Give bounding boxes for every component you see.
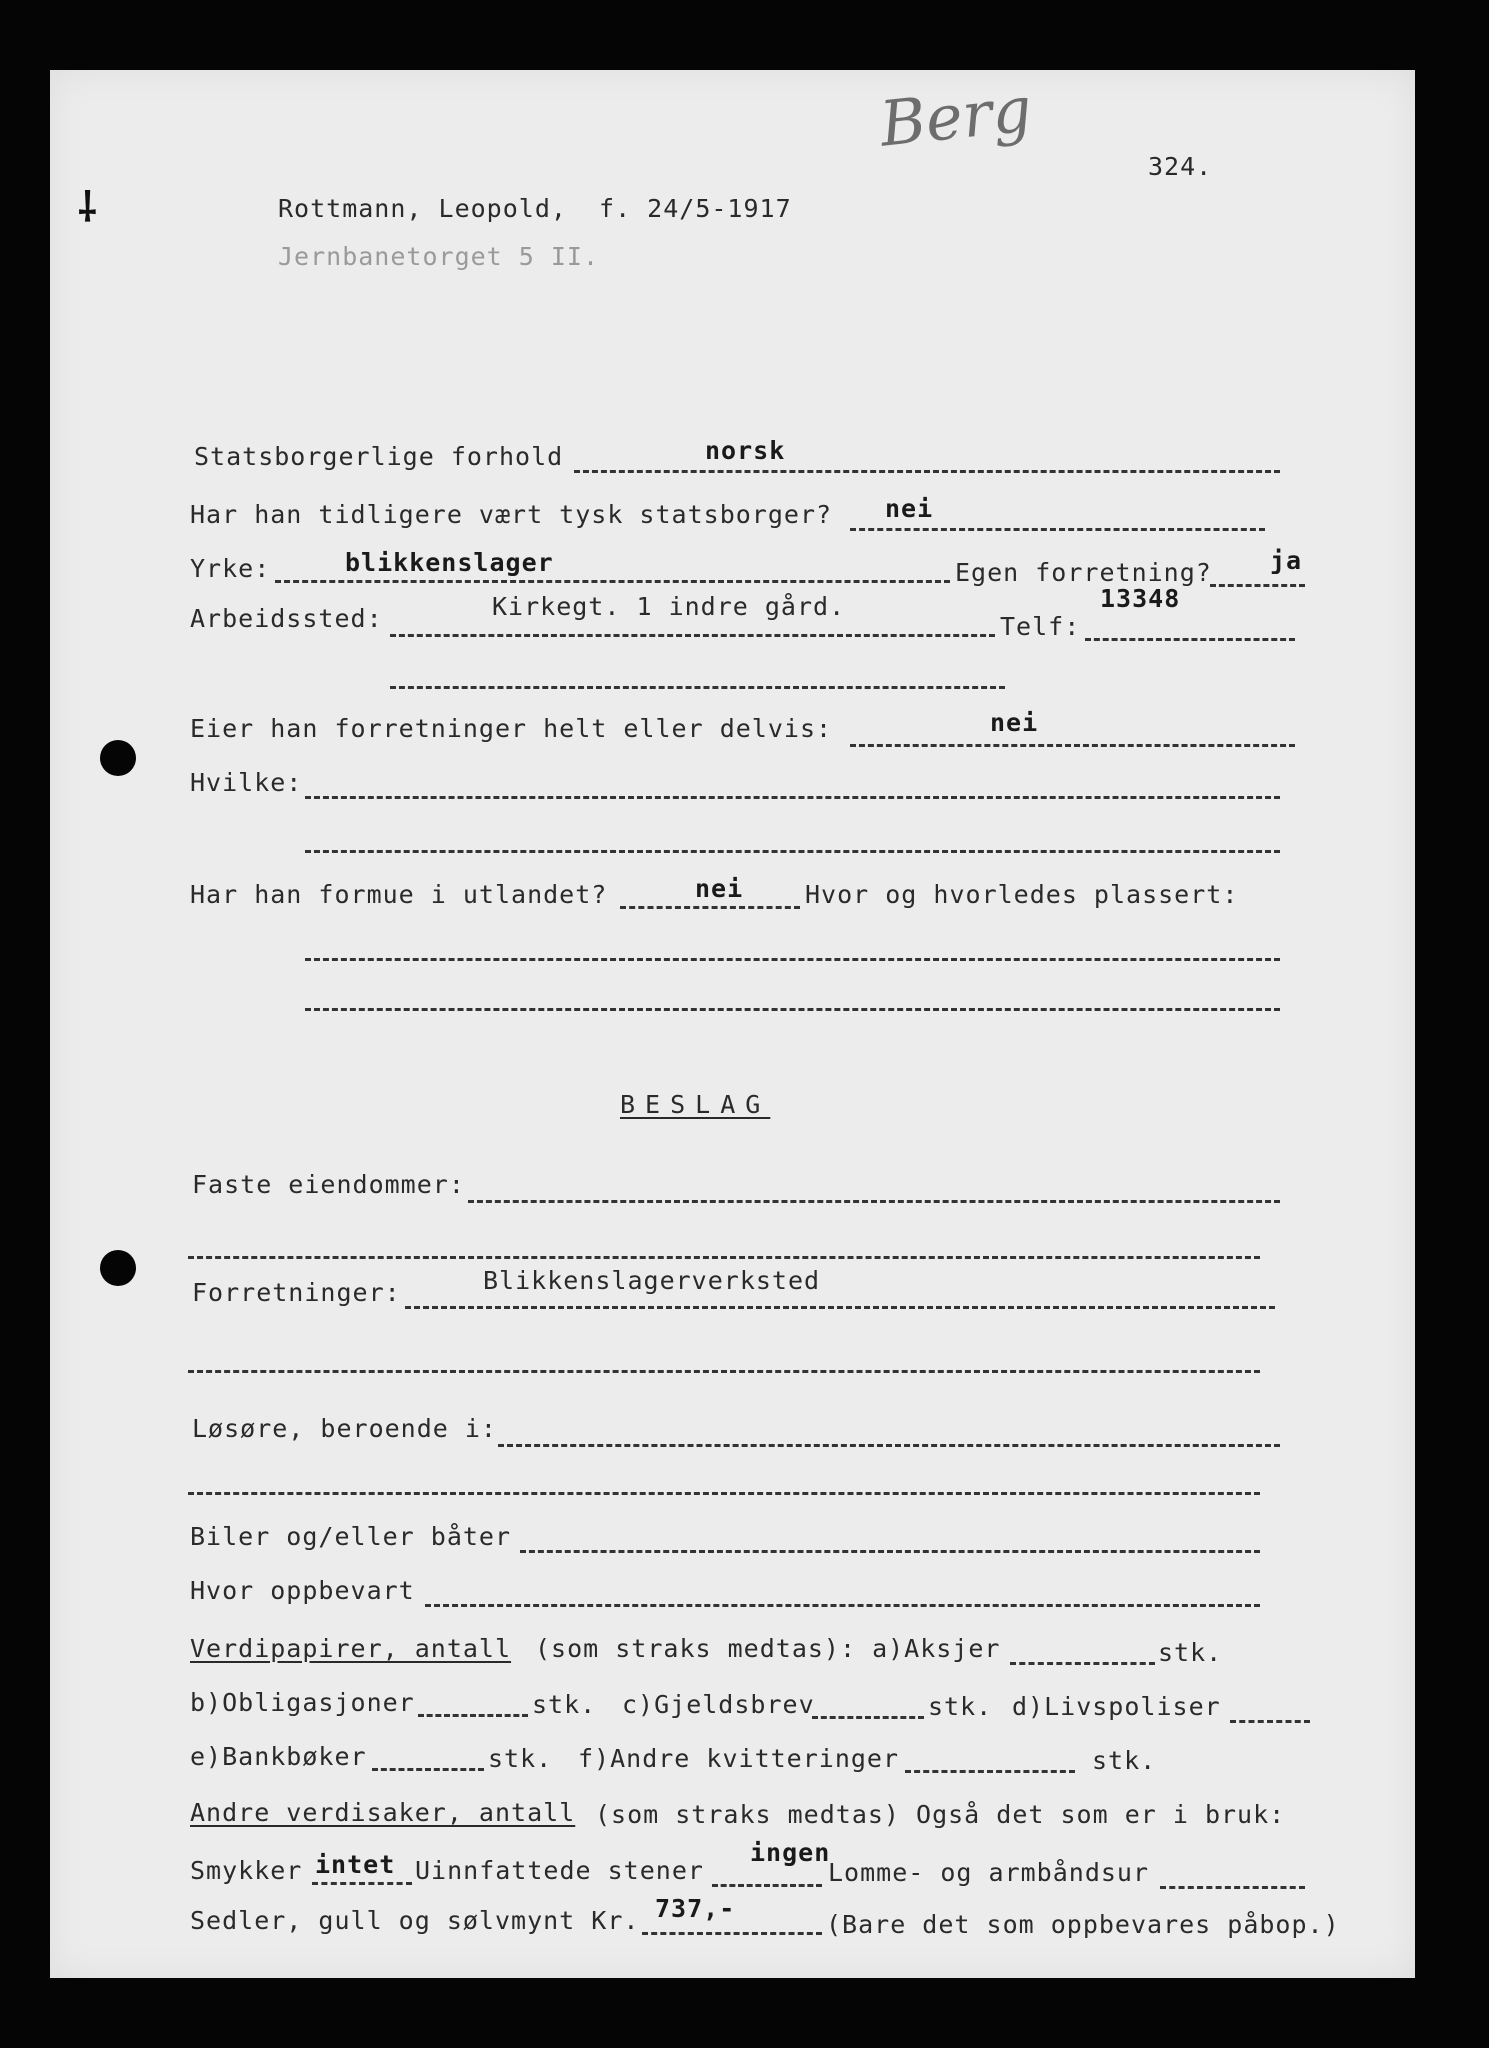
verdipapirer-label: Verdipapirer, antall — [190, 1634, 512, 1663]
forretninger-value: Blikkenslagerverksted — [483, 1266, 821, 1295]
ur-line — [1160, 1886, 1305, 1889]
aksjer-stk: stk. — [1158, 1638, 1223, 1667]
smykker-line — [312, 1882, 412, 1885]
faste-line — [468, 1200, 1280, 1203]
smykker-label: Smykker — [190, 1856, 303, 1885]
obligasjoner-label: b)Obligasjoner — [190, 1688, 415, 1717]
bankboker-label: e)Bankbøker — [190, 1742, 367, 1771]
hvor-oppbevart-line — [425, 1604, 1260, 1607]
punch-hole-bottom — [100, 1250, 136, 1286]
hvilke-label: Hvilke: — [190, 768, 303, 797]
telf-line — [1085, 638, 1295, 641]
sedler-label: Sedler, gull og sølvmynt Kr. — [190, 1906, 640, 1935]
kvitteringer-line — [905, 1770, 1075, 1773]
statsborgerlige-label: Statsborgerlige forhold — [194, 442, 564, 471]
eier-label: Eier han forretninger helt eller delvis: — [190, 714, 833, 743]
bankboker-stk: stk. — [488, 1744, 553, 1773]
andre-rest: (som straks medtas) Også det som er i bruk: — [595, 1800, 1286, 1829]
stener-value: ingen — [750, 1838, 831, 1867]
sedler-line — [642, 1932, 822, 1935]
verdipapirer-rest: (som straks medtas): a)Aksjer — [535, 1634, 1001, 1663]
losore-line-2 — [188, 1492, 1260, 1495]
arbeidssted-value: Kirkegt. 1 indre gård. — [492, 592, 846, 621]
stener-label: Uinnfattede stener — [415, 1856, 704, 1885]
arbeidssted-line-2 — [390, 686, 1005, 689]
yrke-label: Yrke: — [190, 554, 271, 583]
faste-label: Faste eiendommer: — [192, 1170, 465, 1199]
bare-label: (Bare det som oppbevares påbop.) — [826, 1910, 1340, 1939]
yrke-value: blikkenslager — [345, 548, 554, 577]
hvor-line-1 — [305, 958, 1280, 961]
eier-line — [850, 744, 1295, 747]
hvor-label: Hvor og hvorledes plassert: — [805, 880, 1239, 909]
forretninger-line-2 — [188, 1370, 1260, 1373]
statsborgerlige-line — [574, 470, 1280, 473]
eier-value: nei — [990, 708, 1039, 737]
margin-mark-icon: ⸸ — [78, 185, 97, 231]
arbeidssted-label: Arbeidssted: — [190, 604, 383, 633]
stener-line — [712, 1884, 822, 1887]
tysk-line — [850, 528, 1265, 531]
egen-value: ja — [1270, 546, 1303, 575]
hvor-oppbevart-label: Hvor oppbevart — [190, 1576, 415, 1605]
person-name-line: Rottmann, Leopold, f. 24/5-1917 — [278, 194, 792, 223]
arbeidssted-line — [390, 634, 995, 637]
hvilke-line — [305, 796, 1280, 799]
gjeldsbrev-stk: stk. — [928, 1692, 993, 1721]
livspoliser-line — [1230, 1720, 1310, 1723]
losore-label: Løsøre, beroende i: — [192, 1414, 497, 1443]
smykker-value: intet — [315, 1850, 396, 1879]
aksjer-line — [1010, 1662, 1155, 1665]
yrke-line — [275, 580, 950, 583]
gjeldsbrev-line — [812, 1716, 924, 1719]
ur-label: Lomme- og armbåndsur — [828, 1858, 1150, 1887]
tysk-label: Har han tidligere vært tysk statsborger? — [190, 500, 833, 529]
formue-value: nei — [695, 874, 744, 903]
formue-label: Har han formue i utlandet? — [190, 880, 608, 909]
bankboker-line — [372, 1768, 484, 1771]
obligasjoner-line — [418, 1714, 528, 1717]
handwritten-signature: Berg — [876, 72, 1035, 161]
egen-line — [1210, 584, 1305, 587]
sedler-value: 737,- — [655, 1894, 736, 1923]
hvilke-line-2 — [305, 850, 1280, 853]
biler-line — [520, 1550, 1260, 1553]
statsborgerlige-value: norsk — [705, 436, 786, 465]
forretninger-line — [405, 1306, 1275, 1309]
forretninger-label: Forretninger: — [192, 1278, 401, 1307]
telf-value: 13348 — [1100, 584, 1181, 613]
tysk-value: nei — [885, 494, 934, 523]
kvitteringer-label: f)Andre kvitteringer — [578, 1744, 900, 1773]
faste-line-2 — [188, 1256, 1260, 1259]
obligasjoner-stk: stk. — [532, 1690, 597, 1719]
andre-label: Andre verdisaker, antall — [190, 1798, 576, 1827]
hvor-line-2 — [305, 1008, 1280, 1011]
beslag-heading: BESLAG — [620, 1090, 771, 1119]
gjeldsbrev-label: c)Gjeldsbrev — [622, 1690, 815, 1719]
telf-label: Telf: — [1000, 612, 1081, 641]
egen-label: Egen forretning? — [955, 558, 1212, 587]
formue-line — [620, 906, 800, 909]
losore-line — [498, 1444, 1280, 1447]
livspoliser-label: d)Livspoliser — [1012, 1692, 1221, 1721]
punch-hole-top — [100, 740, 136, 776]
address-line: Jernbanetorget 5 II. — [278, 242, 600, 271]
page-number: 324. — [1148, 152, 1213, 181]
kvitteringer-stk: stk. — [1092, 1746, 1157, 1775]
biler-label: Biler og/eller båter — [190, 1522, 512, 1551]
